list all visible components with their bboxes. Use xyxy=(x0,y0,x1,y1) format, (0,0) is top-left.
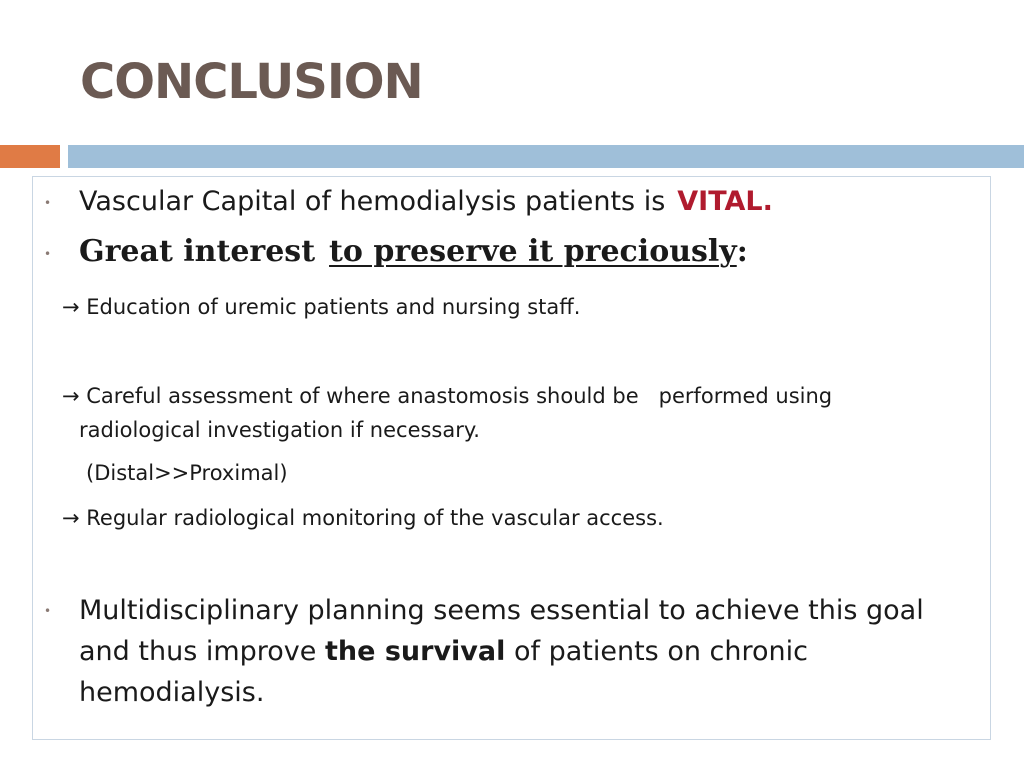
accent-bar-orange xyxy=(0,145,60,168)
slide-title: CONCLUSION xyxy=(80,54,423,110)
bullet-great-interest xyxy=(79,232,748,272)
sub-assessment-part1: → Careful assessment of where anastomosis should be xyxy=(62,384,639,408)
bullet3-bold: the survival xyxy=(325,636,506,667)
bullet-dot-3: • xyxy=(44,604,52,618)
bullet2-underlined: to preserve it preciously xyxy=(329,234,737,269)
bullet3-part1: Multidisciplinary planning seems essential to achieve this goal and thus improve xyxy=(79,595,924,667)
accent-bar-blue xyxy=(68,145,1024,168)
bullet2-text: Great interest xyxy=(79,234,316,269)
bullet-vascular-capital xyxy=(79,184,773,220)
bullet2-suffix: : xyxy=(736,234,748,269)
bullet1-text: Vascular Capital of hemodialysis patients is xyxy=(79,186,666,217)
sub-distal-proximal: (Distal>>Proximal) xyxy=(86,461,288,485)
sub-education: → Education of uremic patients and nursing staff. xyxy=(62,295,581,319)
vital-emphasis: VITAL. xyxy=(677,186,773,217)
sub-assessment-line1 xyxy=(62,381,832,411)
bullet-dot-2: • xyxy=(44,247,52,261)
sub-monitoring: → Regular radiological monitoring of the vascular access. xyxy=(62,506,664,530)
bullet3-part2: of patients on chronic hemodialysis. xyxy=(79,636,808,708)
sub-assessment-part2: performed using xyxy=(658,384,833,408)
bullet-dot-1: • xyxy=(44,196,52,210)
sub-assessment-line2: radiological investigation if necessary. xyxy=(79,418,480,442)
bullet-multidisciplinary xyxy=(79,590,979,713)
